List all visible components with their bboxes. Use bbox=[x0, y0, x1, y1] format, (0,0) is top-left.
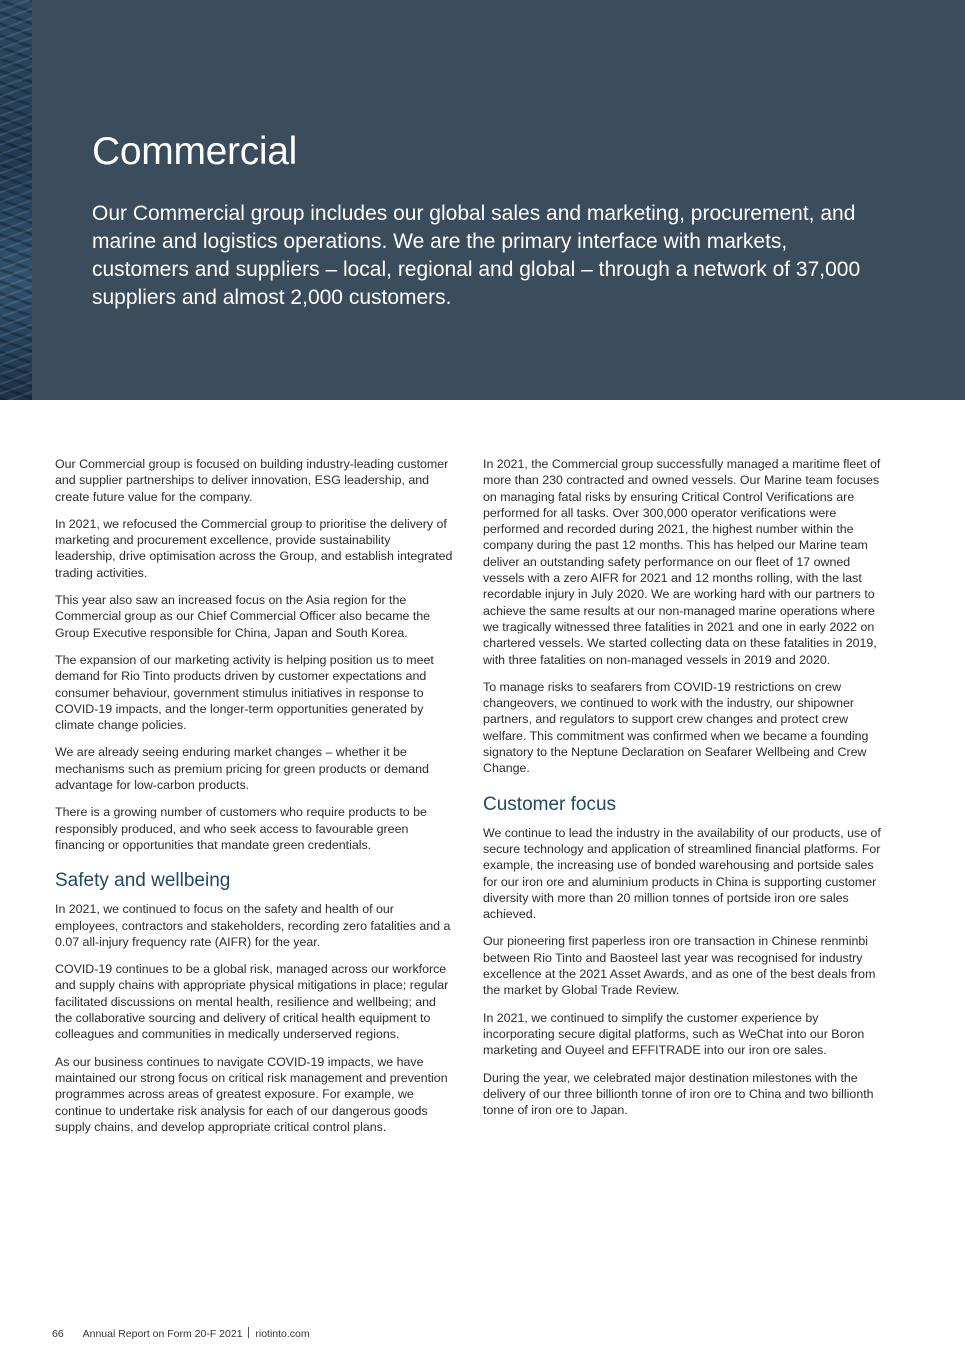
ocean-image bbox=[0, 0, 32, 400]
page-title: Commercial bbox=[92, 130, 298, 173]
intro-text: Our Commercial group includes our global sales and marketing, procurement, and marine and logistics operations. We are the primary interface with markets, customers and suppliers – local, regional and global – through a network of 37,000 suppliers and almost 2,000 customers. bbox=[92, 202, 861, 309]
paragraph: In 2021, we continued to focus on the safety and health of our employees, contractors and stakeholders, recording zero fatalities and a 0.07 all-injury frequency rate (AIFR) for the year. bbox=[55, 902, 451, 949]
paragraph: Our pioneering first paperless iron ore transaction in Chinese renminbi between Rio Tinto and Baosteel last year was recognised for industry excellence at the 2021 Asset Awards, and as one of the best deals from the market by Global Trade Review. bbox=[483, 934, 876, 998]
hero-banner bbox=[0, 0, 965, 400]
paragraph: To manage risks to seafarers from COVID-19 restrictions on crew changeovers, we continued to work with the industry, our shipowner partners, and regulators to support crew changes and protect crew welfare. This commitment was confirmed when we became a founding signatory to the Neptune Declaration on Seafarer Wellbeing and Crew Change. bbox=[483, 679, 869, 776]
paragraph: In 2021, we refocused the Commercial group to prioritise the delivery of marketing and procurement excellence, provide sustainability leadership, drive optimisation across the Group, and establish integrated trading activities. bbox=[55, 516, 453, 580]
paragraph: Our Commercial group is focused on building industry-leading customer and supplier partnerships to deliver innovation, ESG leadership, and create future value for the company. bbox=[55, 457, 449, 504]
paragraph: The expansion of our marketing activity is helping position us to meet demand for Rio Tinto products driven by customer expectations and consumer behaviour, government stimulus initiatives in response to COVID-19 impacts, and the longer-term opportunities generated by climate change policies. bbox=[55, 652, 434, 733]
customer-focus-heading: Customer focus bbox=[483, 793, 617, 815]
left-column bbox=[55, 456, 453, 1146]
website-link[interactable]: riotinto.com bbox=[255, 1328, 310, 1340]
page-number: 66 bbox=[52, 1328, 64, 1340]
footer-divider bbox=[248, 1327, 249, 1338]
paragraph: In 2021, we continued to simplify the customer experience by incorporating secure digital platforms, such as WeChat into our Boron marketing and Ouyeel and EFFITRADE into our iron ore sales. bbox=[483, 1010, 865, 1058]
page-footer bbox=[52, 1327, 310, 1340]
report-title: Annual Report on Form 20-F 2021 bbox=[82, 1328, 243, 1340]
paragraph: We are already seeing enduring market changes – whether it be mechanisms such as premium pricing for green products or demand advantage for low-carbon products. bbox=[55, 745, 429, 793]
paragraph: We continue to lead the industry in the availability of our products, use of secure technology and application of streamlined financial platforms. For example, the increasing use of bonded warehousing and portside sales for our iron ore and aluminium products in China is supporting customer diversity with more than 20 million tonnes of portside iron ore sales achieved. bbox=[483, 825, 881, 922]
paragraph: As our business continues to navigate COVID-19 impacts, we have maintained our strong focus on critical risk management and prevention programmes across areas of greatest exposure. For example, we continue to undertake risk analysis for each of our dangerous goods supply chains, and develop appropriate critical control plans. bbox=[55, 1054, 448, 1134]
paragraph: COVID-19 continues to be a global risk, managed across our workforce and supply chains with appropriate physical mitigations in place; regular facilitated discussions on mental health, resilience and wellbeing; and the collaborative sourcing and delivery of critical health equipment to colleagues and communities in medically underserved regions. bbox=[55, 962, 449, 1042]
paragraph: This year also saw an increased focus on the Asia region for the Commercial group as our Chief Commercial Officer also became the Group Executive responsible for China, Japan and South Korea. bbox=[55, 593, 431, 640]
paragraph: During the year, we celebrated major destination milestones with the delivery of our three billionth tonne of iron ore to China and two billionth tonne of iron ore to Japan. bbox=[483, 1070, 874, 1118]
safety-heading: Safety and wellbeing bbox=[55, 870, 231, 892]
paragraph: There is a growing number of customers who require products to be responsibly produced, and who seek access to favourable green financing or opportunities that mandate green credentials. bbox=[55, 805, 427, 852]
paragraph: In 2021, the Commercial group successfully managed a maritime fleet of more than 230 contracted and owned vessels. Our Marine team focuses on managing fatal risks by ensuring Critical Control Verifications are performed for all tasks. Over 300,000 operator verifications were performed and recorded during 2021, the highest number within the company during the past 12 months. This has helped our Marine team deliver an outstanding safety performance on our fleet of 17 owned vessels with a zero AIFR for 2021 and 12 months rolling, with the last recordable injury in July 2020. We are working hard with our partners to achieve the same results at our non-managed marine operations where we tragically witnessed three fatalities in 2021 and one in early 2022 on chartered vessels. We started collecting data on these fatalities in 2019, with three fatalities on non-managed vessels in 2019 and 2020. bbox=[483, 457, 881, 667]
right-column bbox=[483, 456, 881, 1129]
